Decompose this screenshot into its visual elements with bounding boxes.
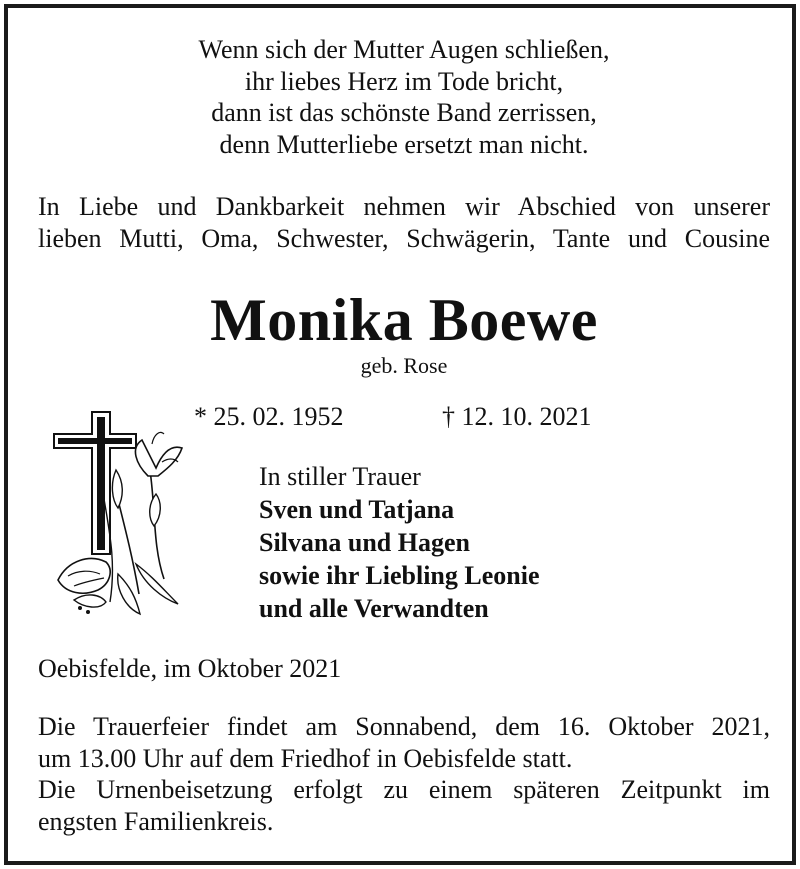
deceased-name: Monika Boewe xyxy=(210,287,598,353)
farewell-intro xyxy=(38,191,770,255)
verse-line: denn Mutterliebe ersetzt man nicht. xyxy=(219,129,589,159)
mourner-name: Silvana und Hagen xyxy=(259,528,470,557)
mourners-block xyxy=(259,460,540,625)
maiden-name: geb. Rose xyxy=(360,353,448,378)
mourner-name: und alle Verwandten xyxy=(259,594,489,623)
obituary-frame xyxy=(4,4,796,865)
verse-line: dann ist das schönste Band zerrissen, xyxy=(211,98,597,127)
funeral-line: engsten Familienkreis. xyxy=(38,806,274,836)
intro-line: In Liebe und Dankbarkeit nehmen wir Abschied von unserer xyxy=(38,192,770,221)
funeral-line: Die Urnenbeisetzung erfolgt zu einem späteren Zeitpunkt im xyxy=(38,775,770,804)
memorial-verse xyxy=(8,34,800,160)
intro-line: lieben Mutti, Oma, Schwester, Schwägerin, Tante und Cousine xyxy=(38,224,770,253)
verse-line: Wenn sich der Mutter Augen schließen, xyxy=(198,35,610,64)
mourners-heading: In stiller Trauer xyxy=(259,462,421,491)
funeral-line: Die Trauerfeier findet am Sonnabend, dem 16. Oktober 2021, xyxy=(38,712,770,741)
place-and-date: Oebisfelde, im Oktober 2021 xyxy=(38,654,342,683)
mourner-name: Sven und Tatjana xyxy=(259,495,455,524)
funeral-line: um 13.00 Uhr auf dem Friedhof in Oebisfelde statt. xyxy=(38,743,573,773)
mourner-name: sowie ihr Liebling Leonie xyxy=(259,561,540,590)
verse-line: ihr liebes Herz im Tode bricht, xyxy=(244,66,564,96)
death-date: † 12. 10. 2021 xyxy=(442,402,592,431)
birth-date: * 25. 02. 1952 xyxy=(194,402,344,431)
cross-with-lily-icon xyxy=(44,404,184,624)
funeral-info xyxy=(38,711,770,837)
